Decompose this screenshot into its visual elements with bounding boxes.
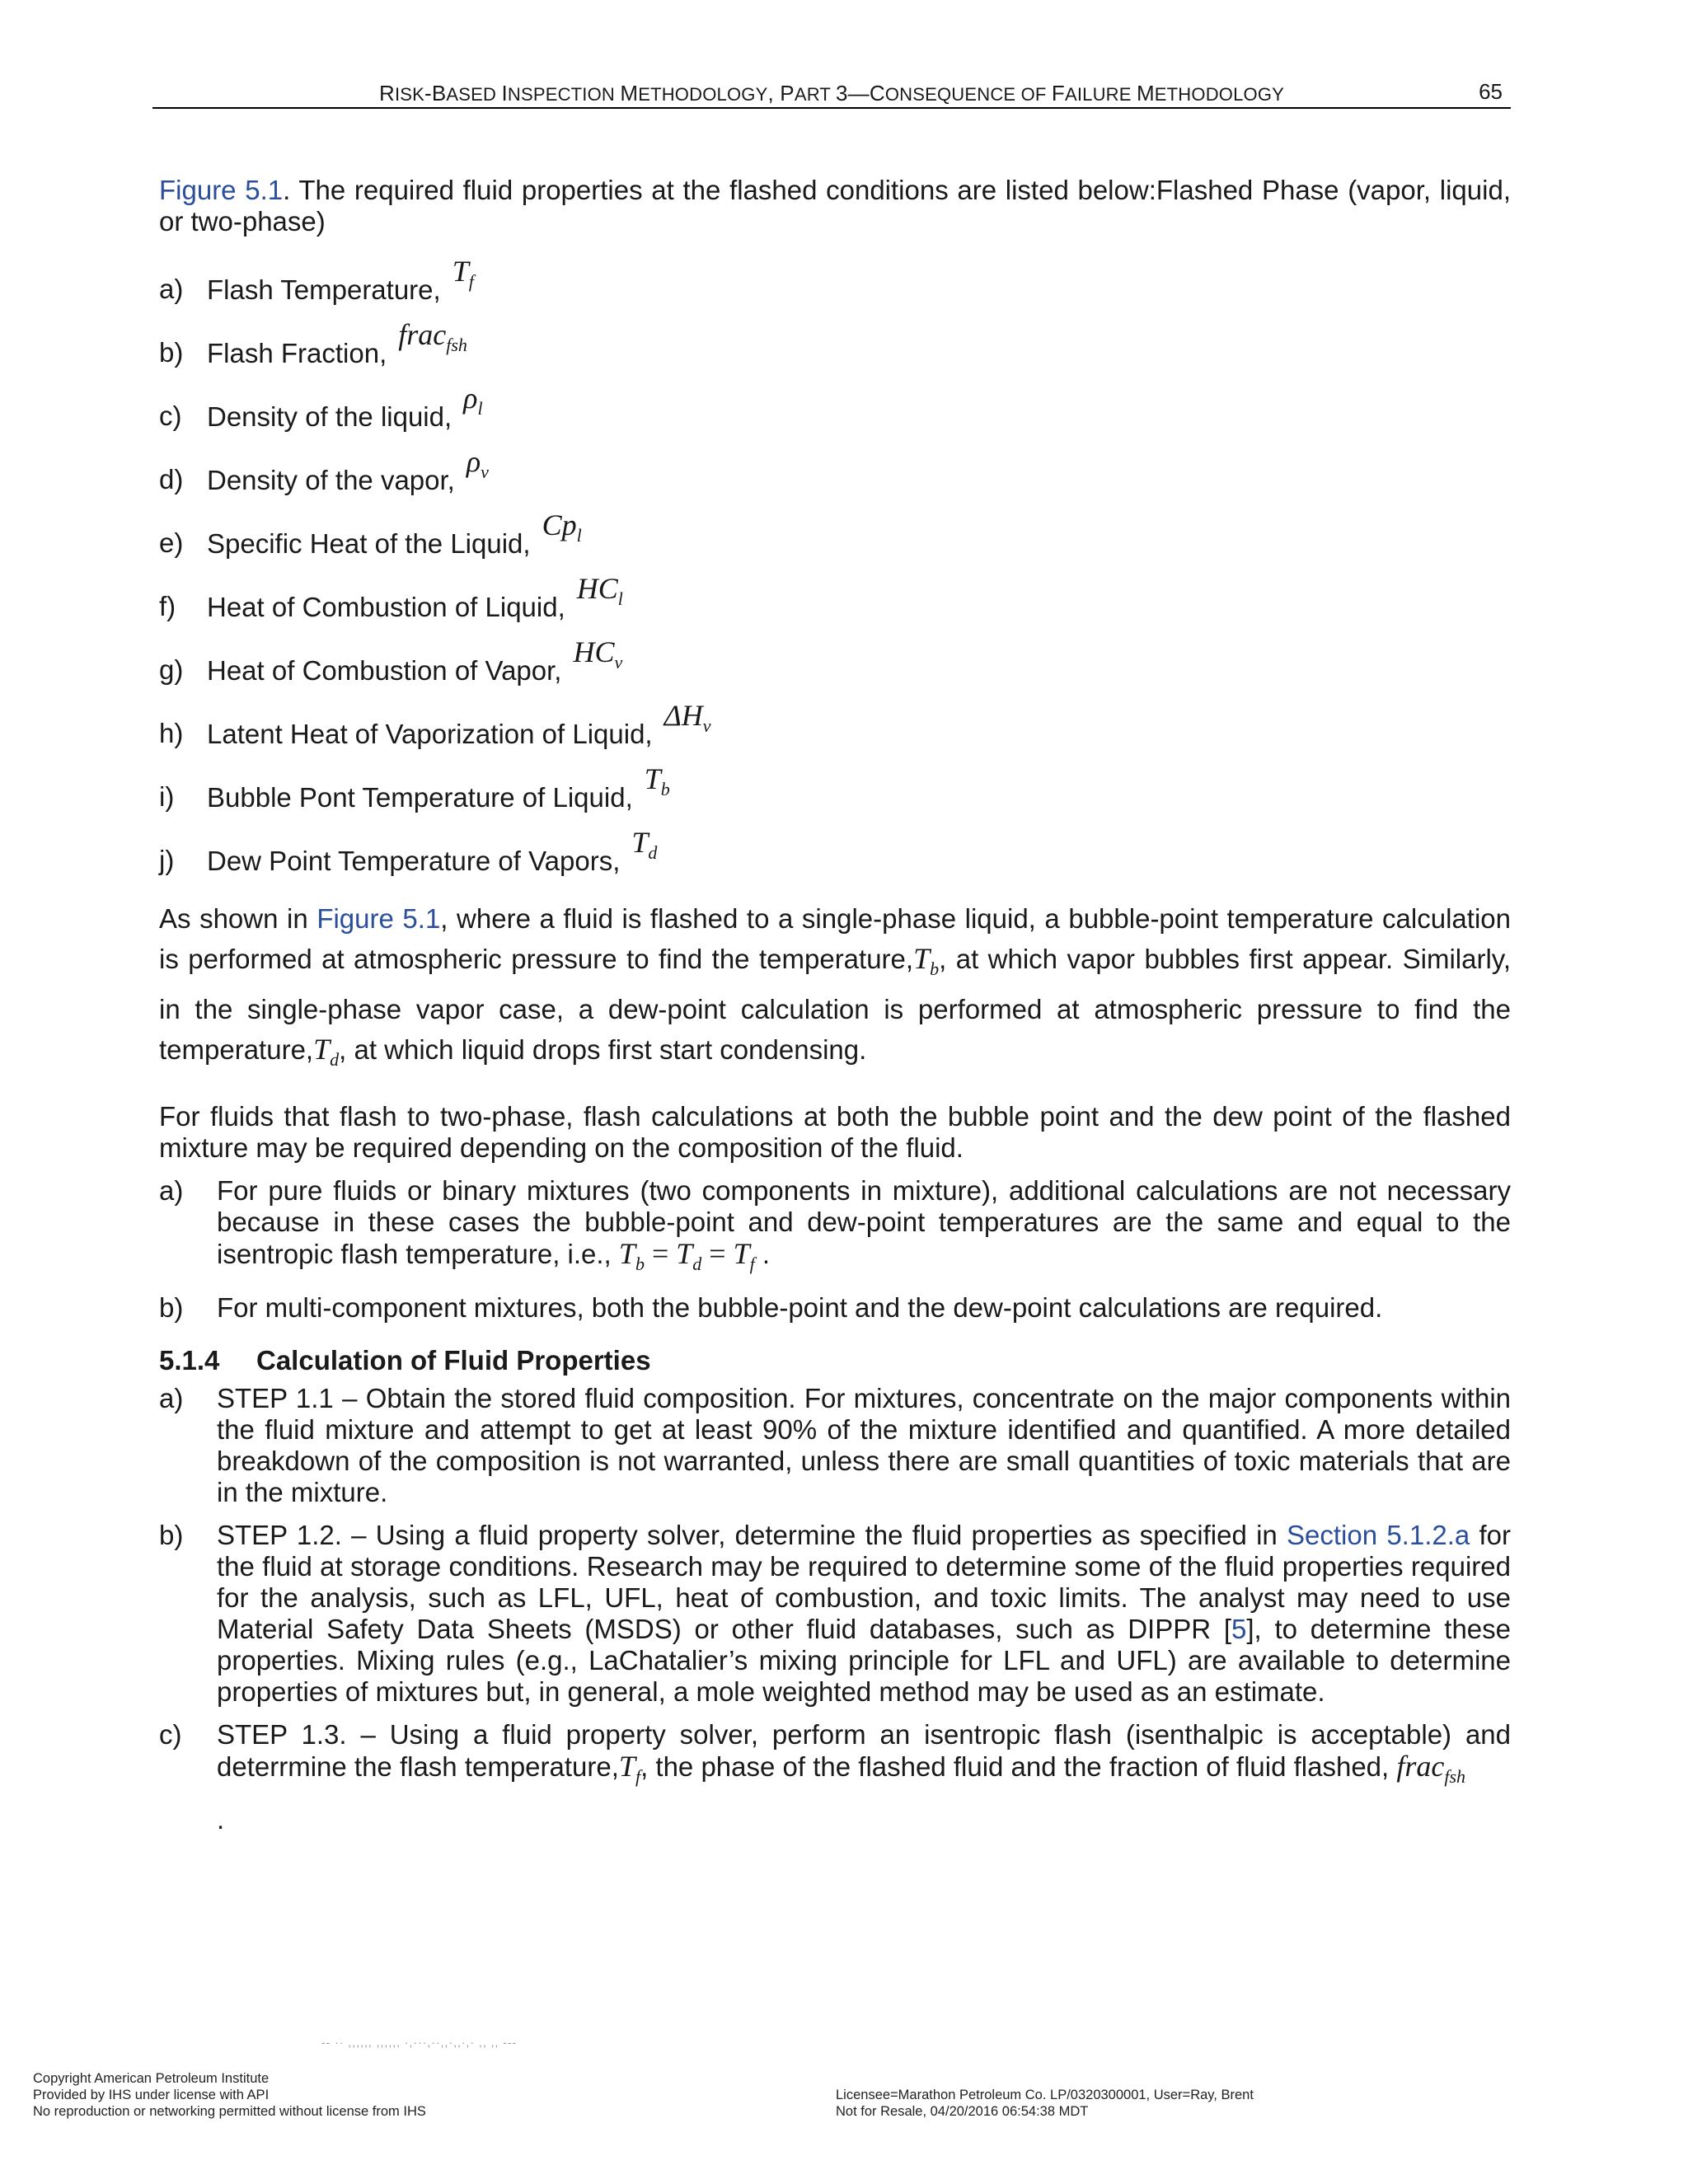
body-content [159, 175, 1511, 1849]
math-symbol: $T_d$ [313, 1033, 340, 1071]
list-item: a) STEP 1.1 – Obtain the stored fluid composition. For mixtures, concentrate on the major components within the fluid mixture and attempt to get at least 90% of the mixture identified and quantified. A more detailed breakdown of the composition is not warranted, unless there are small quantities of toxic materials that are in the mixture. [159, 1382, 1511, 1507]
list-item: c) Density of the $liquid,\rho_l$ [159, 382, 483, 432]
two-phase-paragraph: For fluids that flash to two-phase, flash calculations at both the bubble point and the dew point of the flashed mixture may be required depending on the composition of the fluid. [159, 1101, 1511, 1164]
two-phase-list [159, 1175, 1511, 1323]
reference-link[interactable]: 5 [1231, 1613, 1247, 1644]
list-item: d) Density of the $vapor,\rho_v$ [159, 445, 489, 495]
footer-license: Licensee=Marathon Petroleum Co. LP/0320300001, User=Ray, Brent Not for Resale, 04/20/2016 06:54:38 MDT [836, 2088, 1254, 2119]
scan-artifact: -- ·· ,,,,,, ,,,,,, ·,···,··,,·,,·,· ,, ,, --- [321, 2036, 518, 2049]
equation: $T_b = T_d = T_f$ [618, 1237, 755, 1275]
list-item: e) Specific Heat of the $Liquid,Cp_l$ [159, 509, 582, 559]
running-header [152, 79, 1511, 109]
math-symbol: $HC_l$ [576, 572, 623, 610]
math-symbol: $HC_v$ [573, 635, 623, 673]
steps-list [159, 1383, 1511, 1835]
intro-paragraph: Figure 5.1. The required fluid properties at the flashed conditions are listed below:Flashed Phase (vapor, liquid, or two-phase) [159, 175, 1511, 237]
section-heading: 5.1.4 Calculation of Fluid Properties [159, 1344, 651, 1376]
list-item: h) Latent Heat of Vaporization of $Liquid,\Delta H_v$ [159, 699, 711, 749]
math-symbol: $T_b$ [913, 942, 940, 980]
math-symbol: frac$_{fsh}$ [1396, 1749, 1466, 1787]
list-item: f) Heat of Combustion of $Liquid,HC_l$ [159, 572, 623, 622]
list-item: i) Bubble Pont Temperature of $Liquid,T_b$ [159, 762, 670, 813]
math-symbol: $T_f$ [618, 1749, 641, 1787]
list-item: a) Flash $Temperature,T_f$ [159, 255, 474, 305]
list-item: c) STEP 1.3. – Using a fluid property solver, perform an isentropic flash (isenthalpic is acceptable) and deterrmine the flash $temperature,T_f$, the phase of the flashed fluid and the fraction of fluid flashed, frac$_{fsh}$ [159, 1718, 1511, 1787]
running-header-title: RISK-BASED INSPECTION METHODOLOGY, PART 3—CONSEQUENCE OF FAILURE METHODOLOGY [378, 81, 1285, 105]
bubble-dew-paragraph: As shown in Figure 5.1, where a fluid is flashed to a single-phase liquid, a bubble-point temperature calculation is performed at atmospheric pressure to find the $temperature,T_b$, at which vapor bubbles first appear. Similarly, in the single-phase vapor case, a dew-point calculation is performed at atmospheric pressure to find the $temperature,T_d$, at which liquid drops first start condensing. [159, 903, 1512, 1071]
list-item: b) STEP 1.2. – Using a fluid property solver, determine the fluid properties as specified in Section 5.1.2.a for the fluid at storage conditions. Research may be required to determine some of the fluid properties required for the analysis, such as LFL, UFL, heat of combustion, and toxic limits. The analyst may need to use Material Safety Data Sheets (MSDS) or other fluid databases, such as DIPPR [5], to determine these properties. Mixing rules (e.g., LaChatalier’s mixing principle for LFL and UFL) are available to determine properties of mixtures but, in general, a mole weighted method may be used as an estimate. [159, 1519, 1512, 1707]
section-link[interactable]: Section 5.1.2.a [1287, 1519, 1470, 1550]
fluid-property-list [159, 252, 1511, 887]
math-symbol: $T_f$ [452, 255, 474, 293]
page-number: 65 [1479, 79, 1503, 104]
math-symbol: frac$_{fsh}$ [398, 318, 467, 356]
math-symbol: $T_d$ [631, 826, 658, 864]
math-symbol: $\rho_l$ [463, 382, 483, 419]
list-item: g) Heat of Combustion of $Vapor,HC_v$ [159, 635, 623, 686]
footer-copyright: Copyright American Petroleum Institute Provided by IHS under license with API No reproduction or networking permitted without license from IHS [33, 2071, 426, 2119]
list-item: b) Flash Fraction,frac$_{fsh}$ [159, 318, 467, 368]
list-item: a) For pure fluids or binary mixtures (two components in mixture), additional calculations are not necessary because in these cases the bubble-point and dew-point temperatures are the same and equal to the isentropic flash temperature, i.e., $T_b = T_d = T_f$ . [159, 1175, 1511, 1275]
math-symbol: $\rho_v$ [466, 445, 489, 483]
math-symbol: $Cp_l$ [542, 509, 582, 546]
math-symbol: $\Delta H_v$ [663, 699, 711, 737]
list-item: b) For multi-component mixtures, both the bubble-point and the dew-point calculations are required. [159, 1291, 1383, 1323]
trailing-period: . [217, 1803, 225, 1835]
math-symbol: $T_b$ [644, 762, 670, 800]
figure-link[interactable]: Figure 5.1 [316, 903, 441, 934]
figure-link[interactable]: Figure 5.1 [159, 175, 284, 205]
list-item: j) Dew Point Temperature of $Vapors,T_d$ [159, 826, 658, 876]
